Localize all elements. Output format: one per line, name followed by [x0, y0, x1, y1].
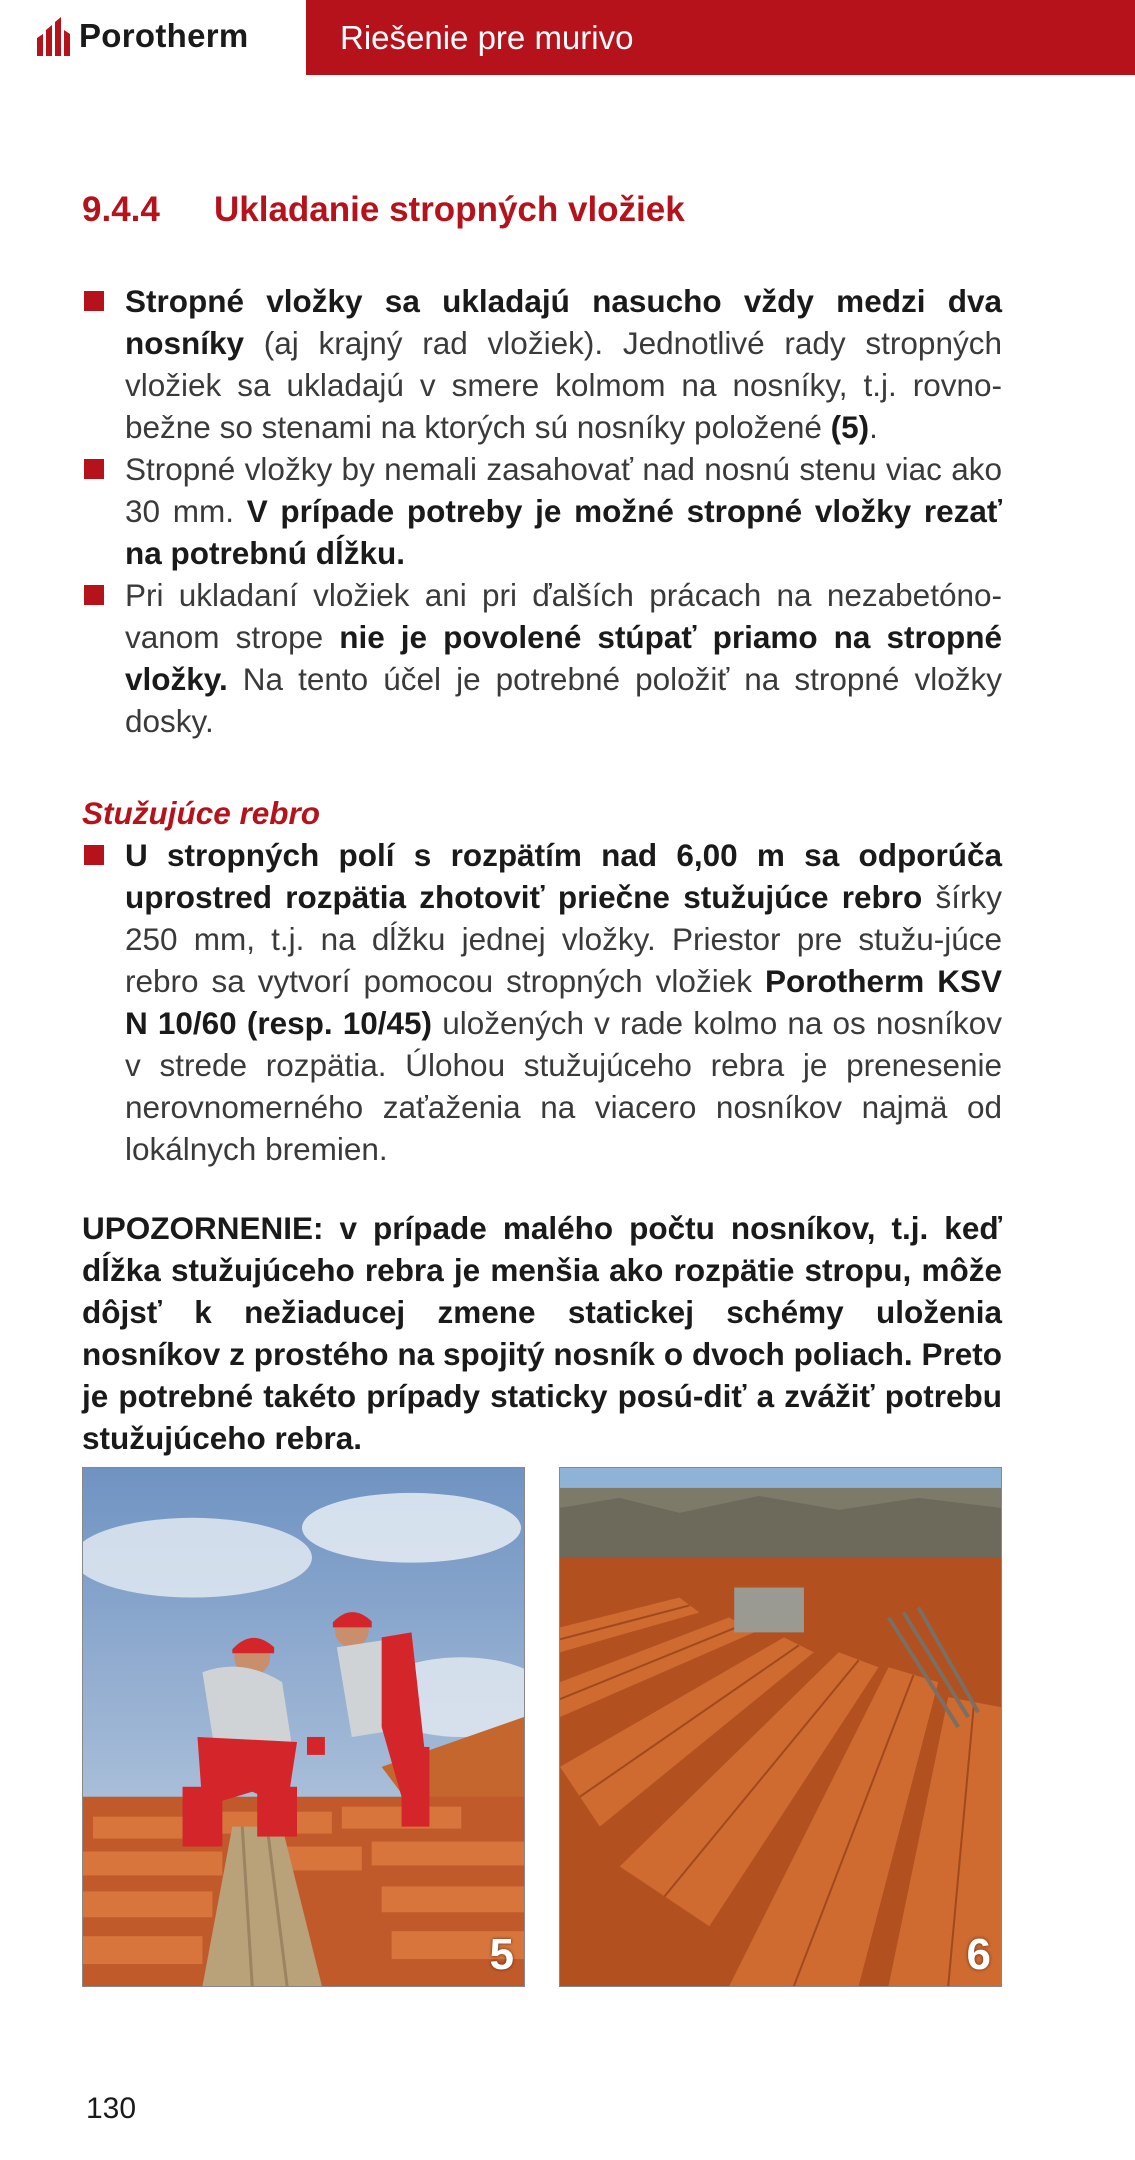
- bullet-item: [82, 574, 1002, 742]
- bullet-bold-text: V prípade potreby je možné stropné vložky rezať na potrebnú dĺžku.: [125, 493, 1002, 571]
- ceiling-blocks-photo-illustration: [560, 1468, 1001, 1986]
- bullet-bold-text: nie je povolené stúpať priamo na stropné vložky.: [125, 619, 1002, 697]
- section-title: [82, 180, 1002, 240]
- bullet-list: [82, 280, 1002, 742]
- header-title: Riešenie pre murivo: [306, 0, 1135, 75]
- photo-caption-5: 5: [489, 1930, 514, 1979]
- section-title-text: Ukladanie stropných vložiek: [214, 190, 685, 229]
- photo-row: [82, 1467, 1002, 1987]
- warning-paragraph: UPOZORNENIE: v prípade malého počtu nosníkov, t.j. keď dĺžka stužujúceho rebra je menšia ako rozpätie stropu, môže dôjsť k nežiaducej zmene statickej schémy uloženia nosníkov z prostého na spojitý nosník o dvoch poliach. Preto je potrebné takéto prípady staticky posú-diť a zvážiť potrebu stužujúceho rebra.: [82, 1210, 1002, 1456]
- page-number: 130: [86, 2092, 137, 2125]
- photo-ceiling-blocks: [559, 1467, 1002, 1987]
- workers-photo-illustration: [83, 1468, 524, 1986]
- page-header: [0, 0, 1135, 75]
- brand-logo: [35, 14, 249, 58]
- porotherm-logo-icon: [35, 16, 73, 56]
- bullet-text: (aj krajný rad vložiek). Jednotlivé rady stropných vložiek sa ukladajú v smere kolmom na nosníky, t.j. rovno-bežne so stenami na ktorých sú nosníky položené: [125, 325, 1002, 445]
- bullet-text: Na tento účel je potrebné položiť na stropné vložky dosky.: [125, 661, 1002, 739]
- bullet-text: uložených v rade kolmo na os nosníkov v strede rozpätia. Úlohou stužujúceho rebra je prenesenie nerovnomerného zaťaženia na viacero nosníkov najmä od lokálnych bremien.: [125, 1005, 1002, 1167]
- bullet-bold-text: Stropné vložky sa ukladajú nasucho vždy medzi dva nosníky: [125, 283, 1002, 361]
- bullet-bold-text: (5): [830, 409, 870, 445]
- section-number: 9.4.4: [82, 190, 160, 229]
- photo-workers-laying-blocks: [82, 1467, 525, 1987]
- photo-caption-6: 6: [966, 1930, 991, 1979]
- brand-name: Porotherm: [79, 17, 249, 54]
- main-content: [82, 180, 1002, 1459]
- bullet-text: šírky 250 mm, t.j. na dĺžku jednej vložky. Priestor pre stužu-júce rebro sa vytvorí pomocou stropných vložiek: [125, 879, 1003, 999]
- bullet-item: [82, 448, 1002, 574]
- bullet-bold-text: U stropných polí s rozpätím nad 6,00 m sa odporúča uprostred rozpätia zhotoviť priečne stužujúce rebro: [125, 837, 1002, 915]
- subsection-bullet-list: [82, 834, 1002, 1170]
- bullet-text: .: [869, 409, 878, 445]
- bullet-text: Stropné vložky by nemali zasahovať nad nosnú stenu viac ako 30 mm.: [125, 451, 1002, 529]
- bullet-text: Pri ukladaní vložiek ani pri ďalších prácach na nezabetóno-vanom strope: [125, 577, 1002, 655]
- subsection-title: Stužujúce rebro: [82, 795, 321, 831]
- bullet-bold-text: Porotherm KSV N 10/60 (resp. 10/45): [125, 963, 1002, 1041]
- bullet-item: [82, 834, 1002, 1170]
- bullet-item: [82, 280, 1002, 448]
